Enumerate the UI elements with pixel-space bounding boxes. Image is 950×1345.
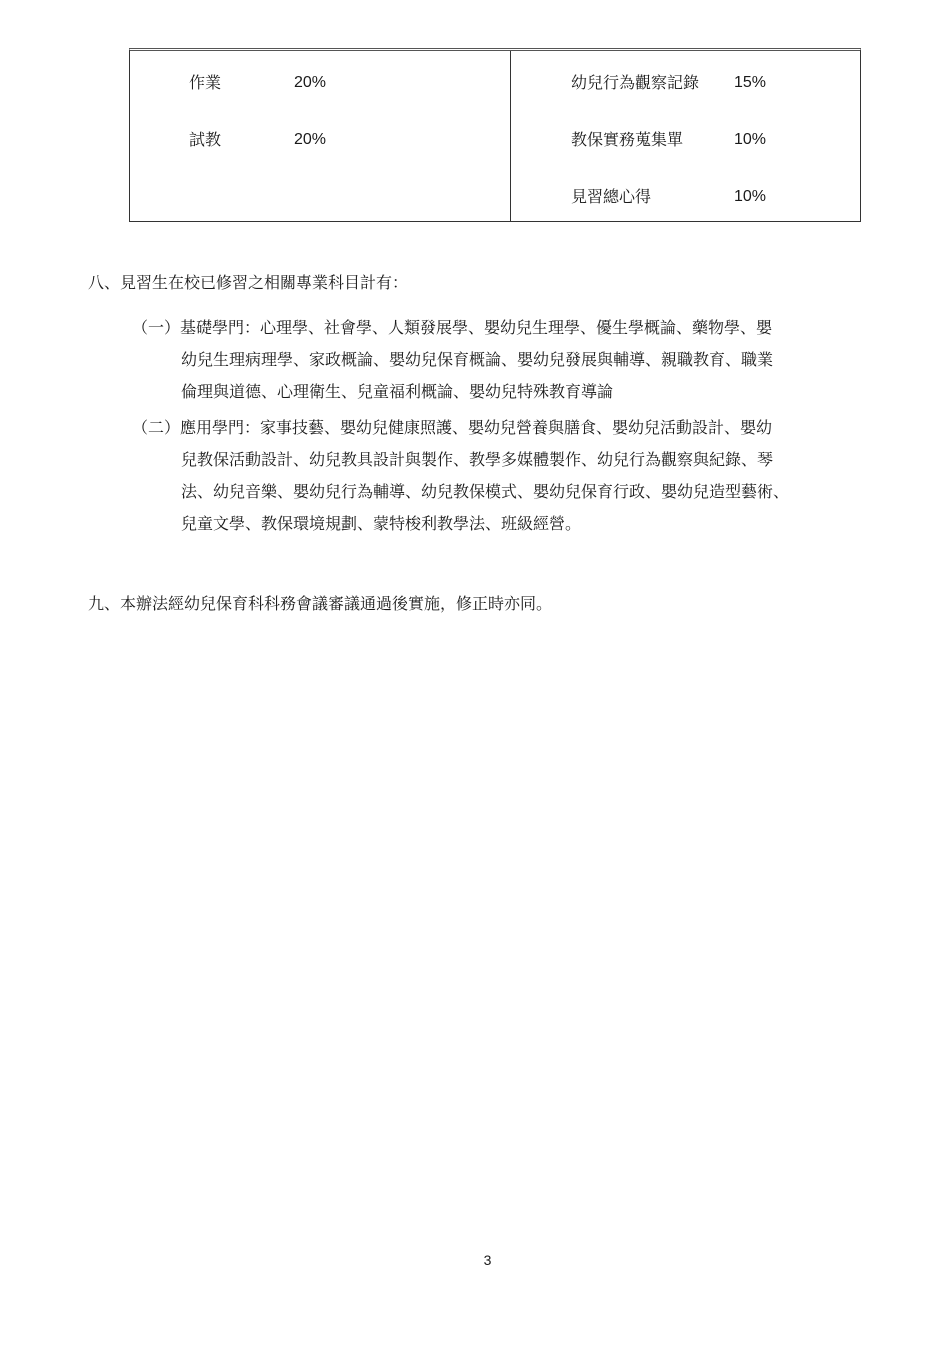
applied-subjects-line: 兒教保活動設計、幼兒教具設計與製作、教學多媒體製作、幼兒行為觀察與紀錄、琴 xyxy=(181,450,774,469)
table-column-divider xyxy=(510,51,511,221)
table-item-homework: 作業 xyxy=(189,73,222,92)
basic-subjects-list xyxy=(132,312,852,408)
applied-subjects-list xyxy=(132,412,852,540)
table-weight-overall-reflection: 10% xyxy=(734,188,767,205)
page-number: 3 xyxy=(483,1252,492,1268)
score-weight-table xyxy=(129,48,861,222)
table-weight-trial-teaching: 20% xyxy=(294,131,327,148)
table-item-trial-teaching: 試教 xyxy=(189,130,222,149)
table-item-overall-reflection: 見習總心得 xyxy=(571,187,652,206)
table-weight-practice-collection: 10% xyxy=(734,131,767,148)
table-item-practice-collection: 教保實務蒐集單 xyxy=(571,130,684,149)
applied-subjects-line: 兒童文學、教保環境規劃、蒙特梭利教學法、班級經營。 xyxy=(181,514,582,533)
applied-subjects-line: （二）應用學門：家事技藝、嬰幼兒健康照護、嬰幼兒營養與膳食、嬰幼兒活動設計、嬰幼 xyxy=(132,418,773,437)
section-9-text: 九、本辦法經幼兒保育科科務會議審議通過後實施，修正時亦同。 xyxy=(88,594,553,613)
basic-subjects-line: （一）基礎學門：心理學、社會學、人類發展學、嬰幼兒生理學、優生學概論、藥物學、嬰 xyxy=(132,318,773,337)
basic-subjects-line: 幼兒生理病理學、家政概論、嬰幼兒保育概論、嬰幼兒發展與輔導、親職教育、職業 xyxy=(181,350,774,369)
table-weight-homework: 20% xyxy=(294,74,327,91)
section-8-heading: 八、見習生在校已修習之相關專業科目計有： xyxy=(88,273,409,292)
table-weight-observation-record: 15% xyxy=(734,74,767,91)
basic-subjects-line: 倫理與道德、心理衛生、兒童福利概論、嬰幼兒特殊教育導論 xyxy=(181,382,614,401)
table-item-observation-record: 幼兒行為觀察記錄 xyxy=(571,73,700,92)
applied-subjects-line: 法、幼兒音樂、嬰幼兒行為輔導、幼兒教保模式、嬰幼兒保育行政、嬰幼兒造型藝術、 xyxy=(181,482,790,501)
